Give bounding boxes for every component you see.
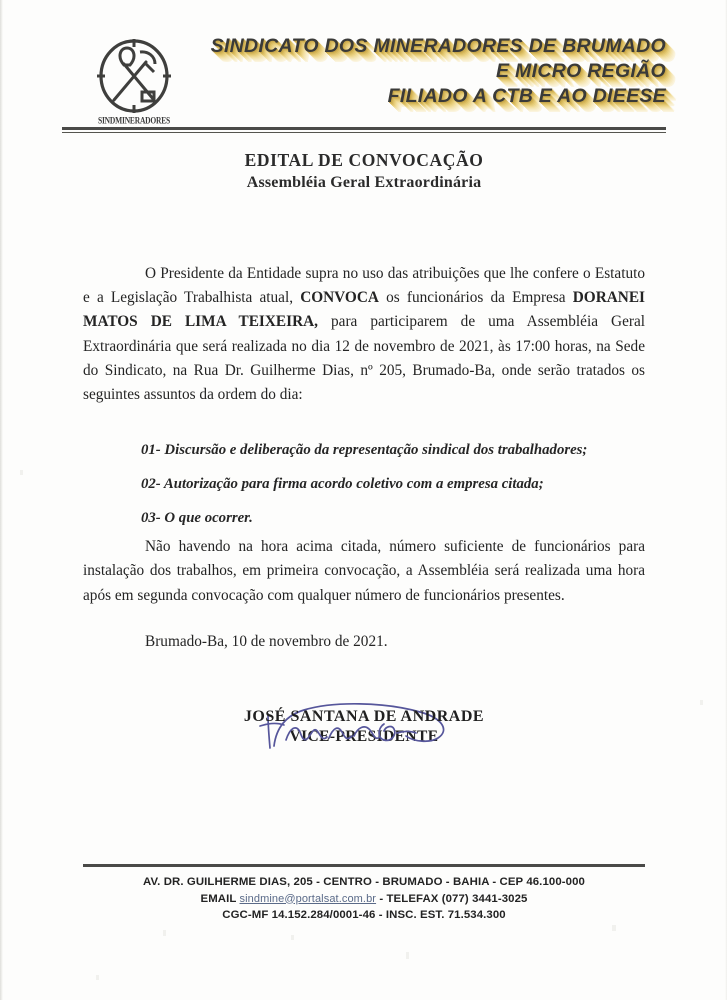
org-line-2: E MICRO REGIÃO bbox=[496, 60, 666, 82]
footer-registration: CGC-MF 14.152.284/0001-46 - INSC. EST. 71.534.300 bbox=[222, 909, 506, 921]
footer-divider bbox=[83, 864, 645, 867]
signatory-name: JOSÉ SANTANA DE ANDRADE bbox=[243, 708, 485, 725]
organization-name bbox=[172, 34, 666, 109]
paragraph-convocation bbox=[83, 262, 645, 407]
page-title: EDITAL DE CONVOCAÇÃO bbox=[244, 150, 484, 170]
paragraph-second-call: Não havendo na hora acima citada, número suficiente de funcionários para instalação dos trabalhos, em primeira convocação, a Assembléia será realizada uma hora após em segunda convocação com qualquer número de funcionários presentes. bbox=[83, 538, 645, 604]
agenda-item-02: 02- Autorização para firma acordo coletivo com a empresa citada; bbox=[141, 476, 544, 493]
org-line-3: FILIADO A CTB E AO DIEESE bbox=[387, 85, 666, 107]
document-title-block bbox=[62, 150, 666, 192]
agenda-item-01: 01- Discursão e deliberação da representação sindical dos trabalhadores; bbox=[141, 442, 588, 459]
scan-speckle bbox=[20, 470, 23, 475]
logo-caption: SINDMINERADORES bbox=[97, 114, 170, 127]
letterhead-footer bbox=[62, 874, 666, 924]
scan-speckle bbox=[96, 975, 99, 980]
document-body bbox=[83, 262, 645, 654]
scan-speckle bbox=[612, 925, 616, 931]
scan-speckle bbox=[291, 935, 294, 940]
scan-edge-left bbox=[0, 0, 3, 1000]
scan-speckle bbox=[406, 952, 409, 959]
signature-block bbox=[62, 700, 666, 746]
paragraph-1-bold-convoca: CONVOCA bbox=[300, 289, 379, 307]
agenda-items-list bbox=[83, 433, 645, 535]
letterhead-header bbox=[62, 34, 666, 134]
footer-telefax: - TELEFAX (077) 3441-3025 bbox=[379, 892, 528, 905]
footer-email-label: EMAIL bbox=[200, 892, 237, 905]
paragraph-1-bold-company: DORANEI MATOS DE LIMA TEIXEIRA, bbox=[83, 289, 645, 331]
footer-address: AV. DR. GUILHERME DIAS, 205 - CENTRO - BRUMADO - BAHIA - CEP 46.100-000 bbox=[143, 876, 585, 888]
date-line: Brumado-Ba, 10 de novembro de 2021. bbox=[145, 632, 388, 650]
paragraph-1-text-1: O Presidente da Entidade supra no uso das atribuições que lhe confere o Estatuto e a Legislação Trabalhista atual, bbox=[83, 265, 645, 307]
page-subtitle: Assembléia Geral Extraordinária bbox=[246, 174, 482, 191]
paragraph-1-text-2: os funcionários da Empresa bbox=[378, 289, 573, 307]
header-divider bbox=[62, 127, 666, 133]
org-line-1: SINDICATO DOS MINERADORES DE BRUMADO bbox=[210, 35, 666, 57]
footer-contact-line bbox=[62, 891, 666, 908]
header-divider-thin bbox=[62, 132, 666, 133]
paragraph-1-text-3: para participarem de uma Assembléia Geral Extraordinária que será realizada no dia 12 de novembro de 2021, às 17:00 horas, na Sede do Sindicato, na Rua Dr. Guilherme Dias, nº 205, Brumado-Ba, onde serão tratados os seguintes assuntos da ordem do dia: bbox=[83, 313, 646, 404]
scan-speckle bbox=[163, 930, 166, 936]
agenda-item-03: 03- O que ocorrer. bbox=[141, 510, 253, 527]
scan-speckle bbox=[700, 700, 703, 705]
footer-email-link[interactable]: sindmine@portalsat.com.br bbox=[239, 892, 377, 905]
signatory-role: VICE-PRESIDENTE bbox=[289, 728, 439, 745]
